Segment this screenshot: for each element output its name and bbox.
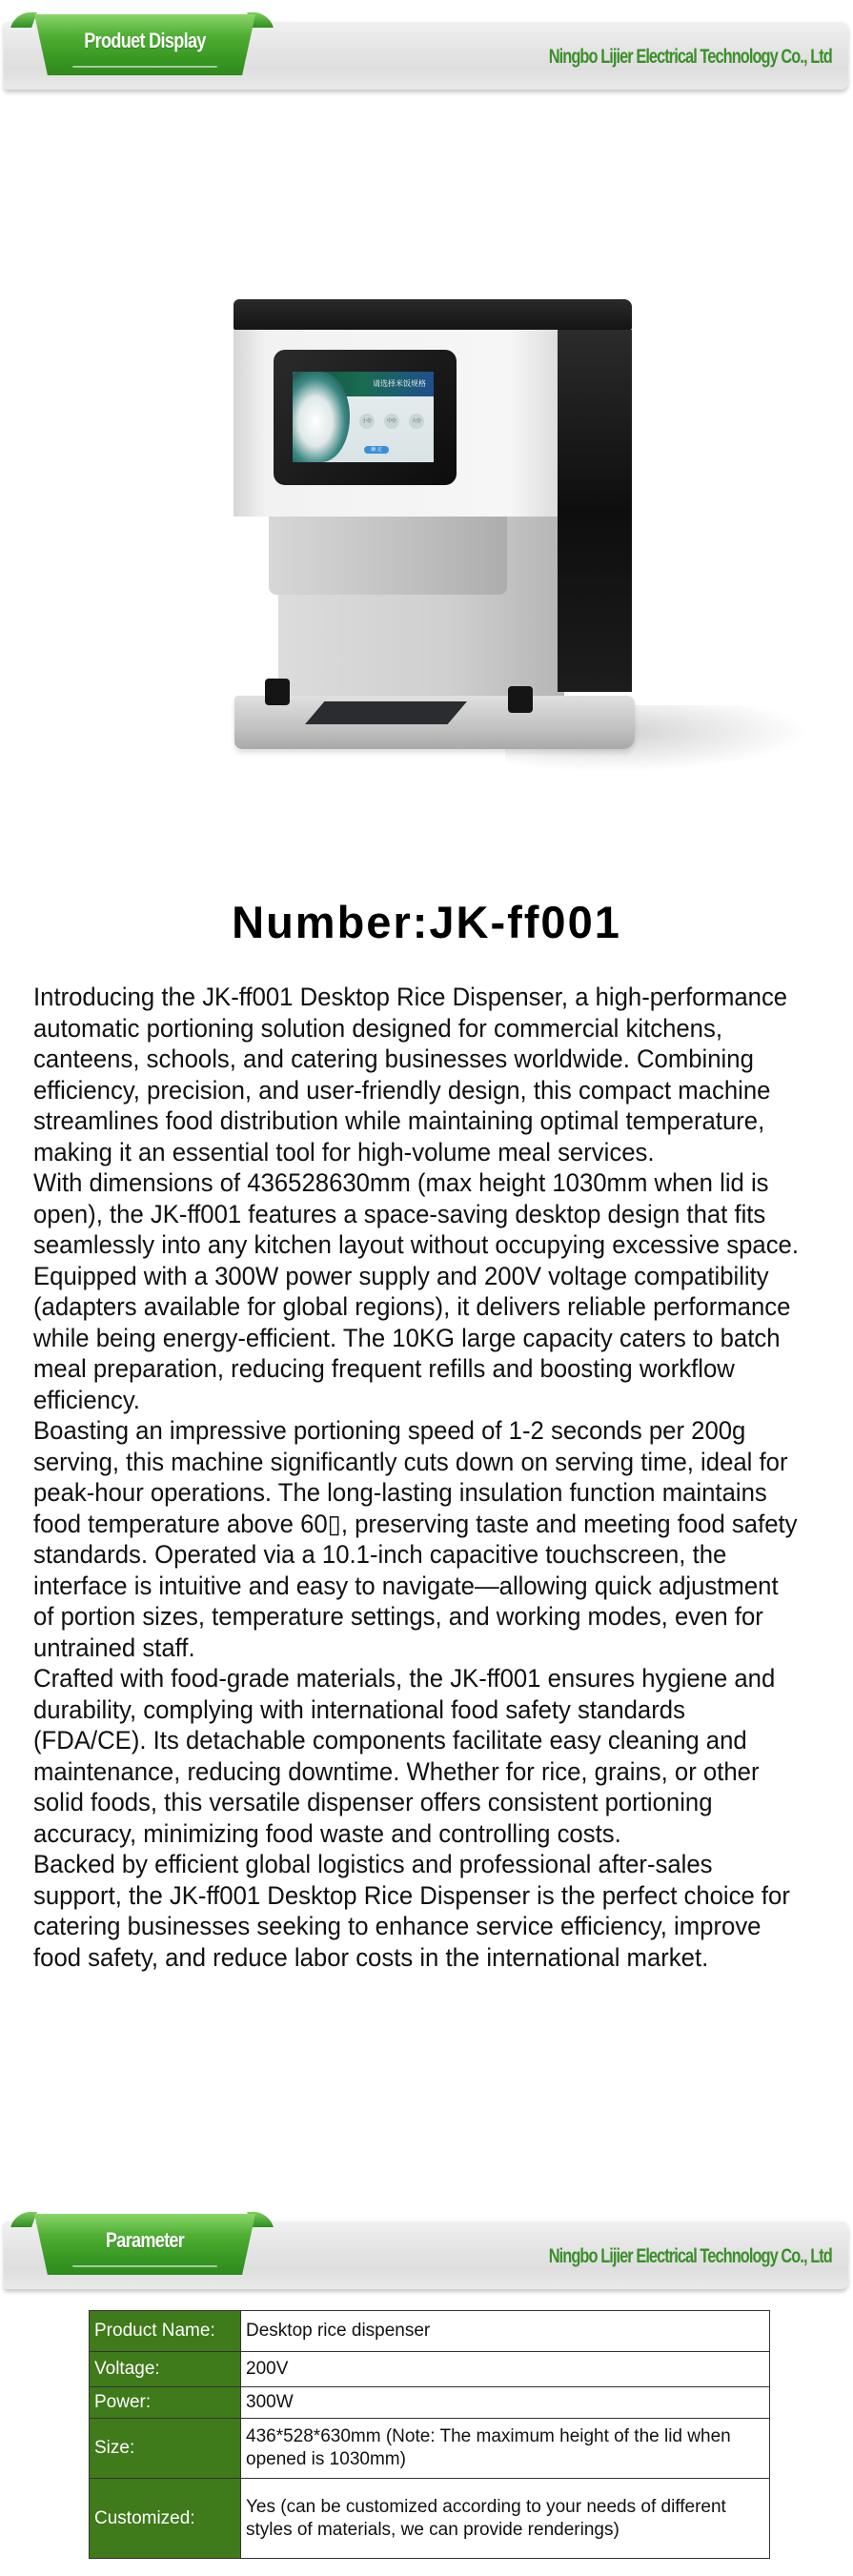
table-row <box>90 2387 770 2419</box>
param-value: Desktop rice dispenser <box>241 2311 770 2352</box>
portion-large-button: 大份 <box>409 414 424 429</box>
company-name: Ningbo Lijier Electrical Technology Co., Ltd <box>548 46 832 68</box>
portion-small-button: 小份 <box>359 414 375 429</box>
description-paragraph: Boasting an impressive portioning speed of 1-2 seconds per 200g serving, this machine significantly cuts down on serving time, ideal for peak-hour operations. The long-lasting insulation function maintains food temperature above 60▯, preserving taste and meeting food safety standards. Operated via a 10.1-inch capacitive touchscreen, the interface is intuitive and easy to navigate—allowing quick adjustment of portion sizes, temperature settings, and working modes, even for untrained staff. <box>33 1416 798 1662</box>
table-row <box>90 2352 770 2387</box>
parameter-table <box>89 2310 770 2559</box>
portion-medium-button: 中份 <box>384 414 399 429</box>
param-value: Yes (can be customized according to your needs of different styles of materials, we can provide renderings) <box>241 2479 770 2559</box>
section-banner-product-display <box>0 0 853 95</box>
param-label: Size: <box>90 2419 241 2479</box>
description-paragraph: Backed by efficient global logistics and professional after-sales support, the JK-ff001 Desktop Rice Dispenser is the perfect choice for catering businesses seeking to enhance service efficiency, improve food safety, and reduce labor costs in the international market. <box>33 1850 790 1972</box>
tray-post-left <box>265 679 290 705</box>
description-paragraph: Crafted with food-grade materials, the JK-ff001 ensures hygiene and durability, complying with international food safety standards (FDA/CE). Its detachable components facilitate easy cleaning and maintenance, reducing downtime. Whether for rice, grains, or other solid foods, this versatile dispenser offers consistent portioning accuracy, minimizing food waste and controlling costs. <box>33 1664 776 1848</box>
machine-side-panel <box>558 330 632 692</box>
drip-plate <box>305 701 467 724</box>
screen-header: 请选择米饭规格 <box>293 372 434 396</box>
portion-buttons <box>359 414 424 429</box>
screen-confirm-button: 确 定 <box>364 446 389 454</box>
param-value: 436*528*630mm (Note: The maximum height of the lid when opened is 1030mm) <box>241 2419 770 2479</box>
param-label: Customized: <box>90 2479 241 2559</box>
section-title: Parameter <box>105 2228 185 2252</box>
machine-lid <box>234 299 632 330</box>
param-label: Power: <box>90 2387 241 2419</box>
table-row <box>90 2419 770 2479</box>
product-number-title: Number:JK-ff001 <box>232 897 621 947</box>
table-row <box>90 2311 770 2352</box>
section-title: Produet Display <box>84 29 206 52</box>
tray-post-right <box>508 686 533 713</box>
param-label: Product Name: <box>90 2311 241 2352</box>
rice-bowl-photo <box>293 372 350 462</box>
param-value: 300W <box>241 2387 770 2419</box>
product-image <box>219 286 820 781</box>
param-value: 200V <box>241 2352 770 2387</box>
param-label: Voltage: <box>90 2352 241 2387</box>
dispensing-chute <box>269 517 507 595</box>
table-row <box>90 2479 770 2559</box>
product-description <box>33 982 801 1973</box>
touchscreen-display <box>293 372 434 462</box>
description-paragraph: Introducing the JK-ff001 Desktop Rice Dispenser, a high-performance automatic portioning solution designed for commercial kitchens, canteens, schools, and catering businesses worldwide. Combining efficiency, precision, and user-friendly design, this compact machine streamlines food distribution while maintaining optimal temperature, making it an essential tool for high-volume meal services. <box>33 983 788 1166</box>
section-banner-parameter <box>0 2200 853 2295</box>
company-name: Ningbo Lijier Electrical Technology Co., Ltd <box>548 2245 832 2267</box>
description-paragraph: With dimensions of 436528630mm (max height 1030mm when lid is open), the JK-ff001 features a space-saving desktop design that fits seamlessly into any kitchen layout without occupying excessive space. Equipped with a 300W power supply and 200V voltage compatibility (adapters available for global regions), it delivers reliable performance while being energy-efficient. The 10KG large capacity caters to batch meal preparation, reducing frequent refills and boosting workflow efficiency. <box>33 1168 799 1414</box>
